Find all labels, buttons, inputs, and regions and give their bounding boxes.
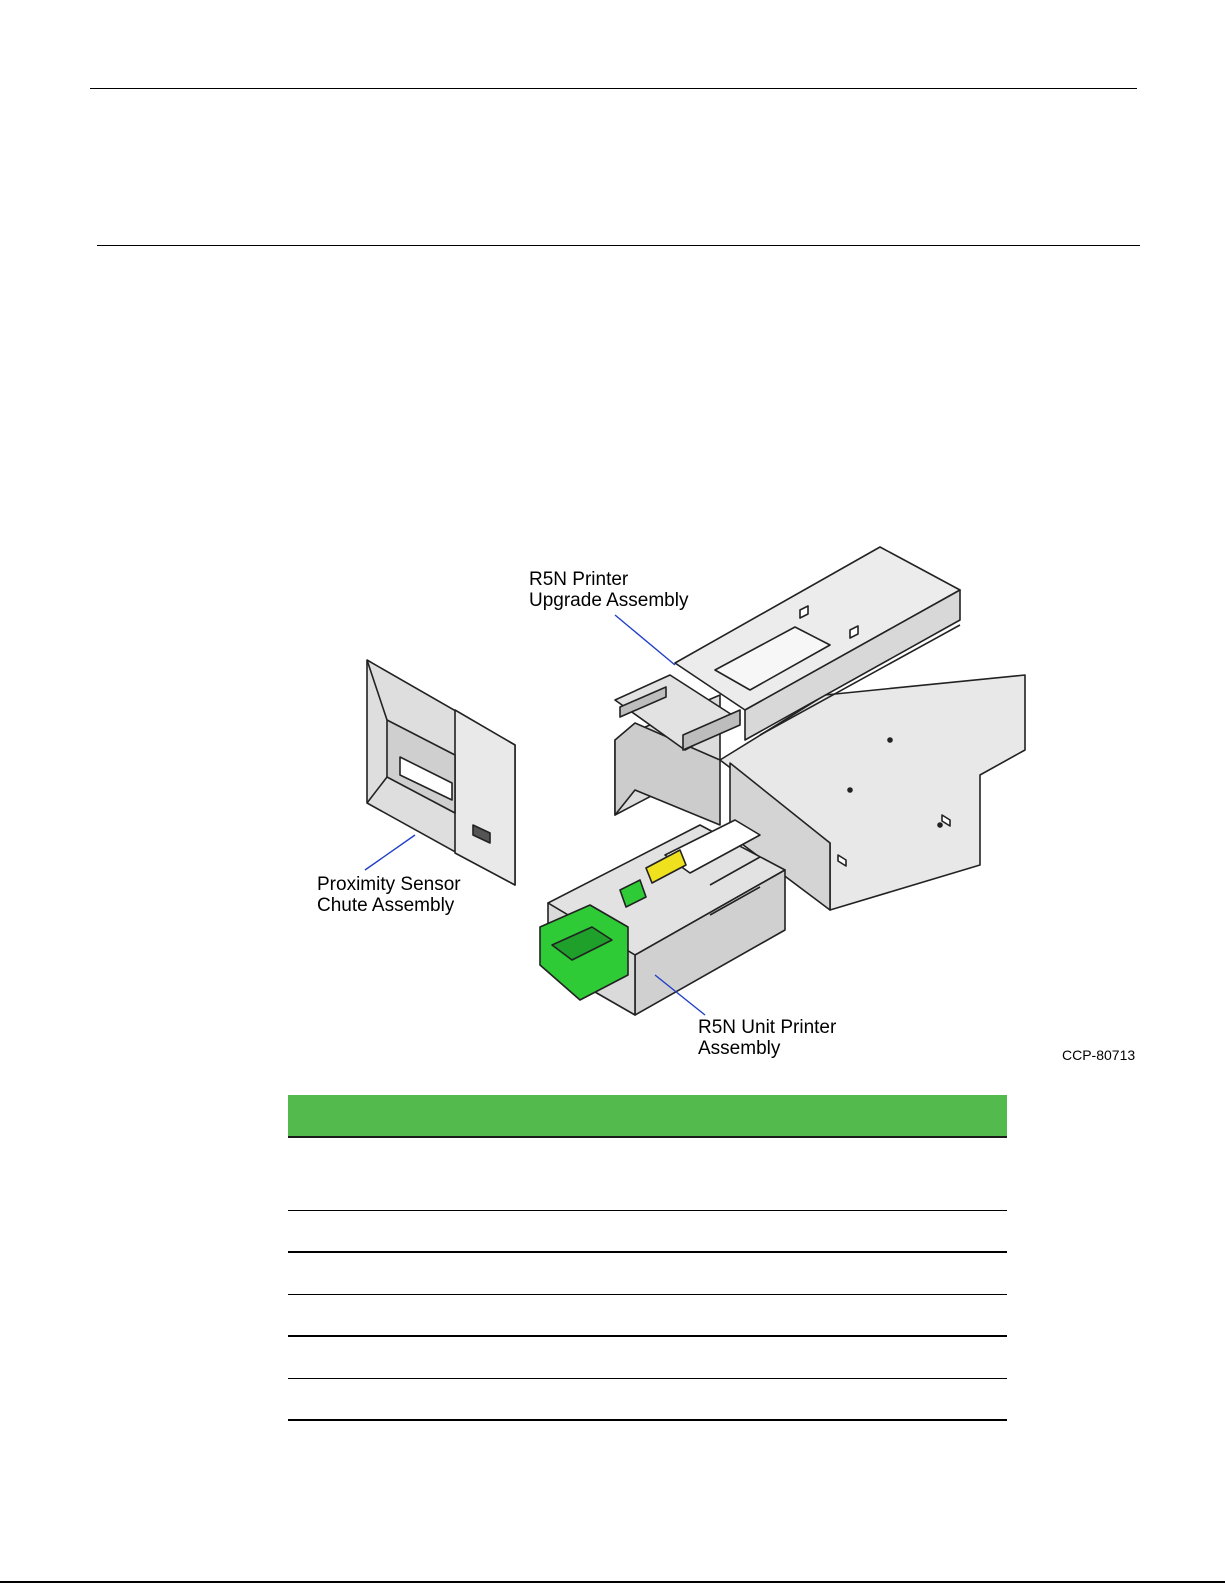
table-cell (288, 1252, 1007, 1294)
table-header-row (288, 1095, 1007, 1137)
table-row (288, 1378, 1007, 1420)
table-cell (288, 1137, 1007, 1210)
table-cell (288, 1210, 1007, 1252)
table-row (288, 1210, 1007, 1252)
table-cell (288, 1336, 1007, 1378)
table-row (288, 1137, 1007, 1210)
chute-assembly-callout: Proximity Sensor Chute Assembly (317, 874, 461, 916)
upgrade-leader-line (615, 615, 675, 665)
chute-leader-line (365, 835, 415, 870)
assembly-illustration (290, 535, 1170, 1085)
figure-id: CCP-80713 (1062, 1047, 1136, 1063)
parts-table (288, 1095, 1007, 1421)
chute-panel-shape (367, 660, 515, 885)
table-cell (288, 1378, 1007, 1420)
table-row (288, 1252, 1007, 1294)
upgrade-assembly-callout: R5N Printer Upgrade Assembly (529, 569, 689, 611)
header-rule (90, 88, 1137, 89)
table-row (288, 1294, 1007, 1336)
unit-printer-callout: R5N Unit Printer Assembly (698, 1017, 837, 1059)
table-row (288, 1336, 1007, 1378)
table-cell (288, 1294, 1007, 1336)
footer-rule (0, 1581, 1225, 1583)
table-header-cell (288, 1095, 1007, 1137)
section-rule (97, 245, 1140, 246)
